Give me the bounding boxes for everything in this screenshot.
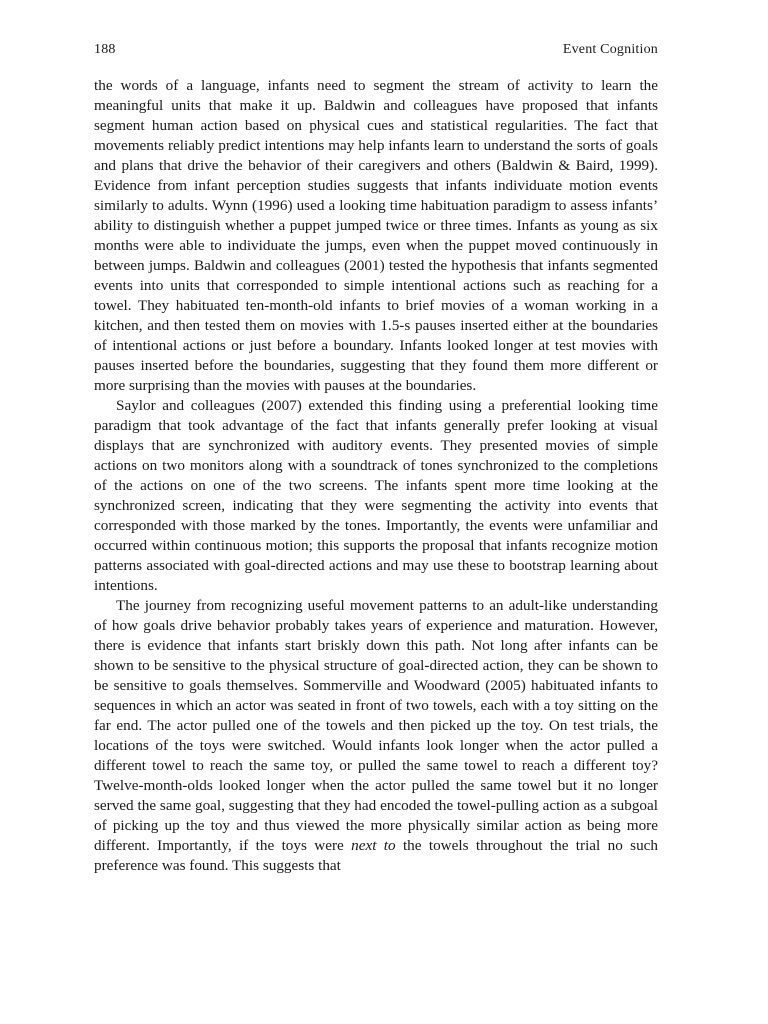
paragraph-2: Saylor and colleagues (2007) extended this finding using a preferential looking time paradigm that took advantage of the fact that infants generally prefer looking at visual displays that are synchronized with auditory events. They presented movies of simple actions on two monitors along with a soundtrack of tones synchronized to the completions of the actions on one of the two screens. The infants spent more time looking at the synchronized screen, indicating that they were segmenting the activity into events that corresponded with those marked by the tones. Importantly, the events were unfamiliar and occurred within continuous motion; this supports the proposal that infants recognize motion patterns associated with goal-directed actions and may use these to bootstrap learning about intentions. [94, 397, 658, 594]
body-text [94, 76, 658, 876]
paragraph-1: the words of a language, infants need to segment the stream of activity to learn the meaningful units that make it up. Baldwin and colleagues have proposed that infants segment human action based on physical cues and statistical regularities. The fact that movements reliably predict intentions may help infants learn to understand the sorts of goals and plans that drive the behavior of their caregivers and others (Baldwin & Baird, 1999). Evidence from infant perception studies suggests that infants individuate motion events similarly to adults. Wynn (1996) used a looking time habituation paradigm to assess infants’ ability to distinguish whether a puppet jumped twice or three times. Infants as young as six months were able to individuate the jumps, even when the puppet moved continuously in between jumps. Baldwin and colleagues (2001) tested the hypothesis that infants segmented events into units that corresponded to simple intentional actions such as reaching for a towel. They habituated ten-month-old infants to brief movies of a woman working in a kitchen, and then tested them on movies with 1.5-s pauses inserted either at the boundaries of intentional actions or just before a boundary. Infants looked longer at test movies with pauses inserted before the boundaries, suggesting that they found them more different or more surprising than the movies with pauses at the boundaries. [94, 77, 658, 394]
paragraph-3-text-before: The journey from recognizing useful movement patterns to an adult-like understanding of how goals drive behavior probably takes years of experience and maturation. However, there is evidence that infants start briskly down this path. Not long after infants can be shown to be sensitive to the physical structure of goal-directed action, they can be shown to be sensitive to goals themselves. Sommerville and Woodward (2005) habituated infants to sequences in which an actor was seated in front of two towels, each with a toy sitting on the far end. The actor pulled one of the towels and then picked up the toy. On test trials, the locations of the toys were switched. Would infants look longer when the actor pulled a different towel to reach the same toy, or pulled the same towel to reach a different toy? Twelve-month-olds looked longer when the actor pulled the same towel but it no longer served the same goal, suggesting that they had encoded the towel-pulling action as a subgoal of picking up the toy and thus viewed the more physically similar action as being more different. Importantly, if the toys were [94, 597, 658, 854]
running-title: Event Cognition [562, 42, 658, 57]
running-header [94, 42, 658, 58]
paragraph-3-text-after: the towels throughout the trial no such preference was found. This suggests that [94, 837, 658, 874]
paragraph-3 [94, 596, 658, 876]
paragraph-3-emphasis: next to [351, 837, 396, 854]
page-number: 188 [94, 42, 116, 57]
